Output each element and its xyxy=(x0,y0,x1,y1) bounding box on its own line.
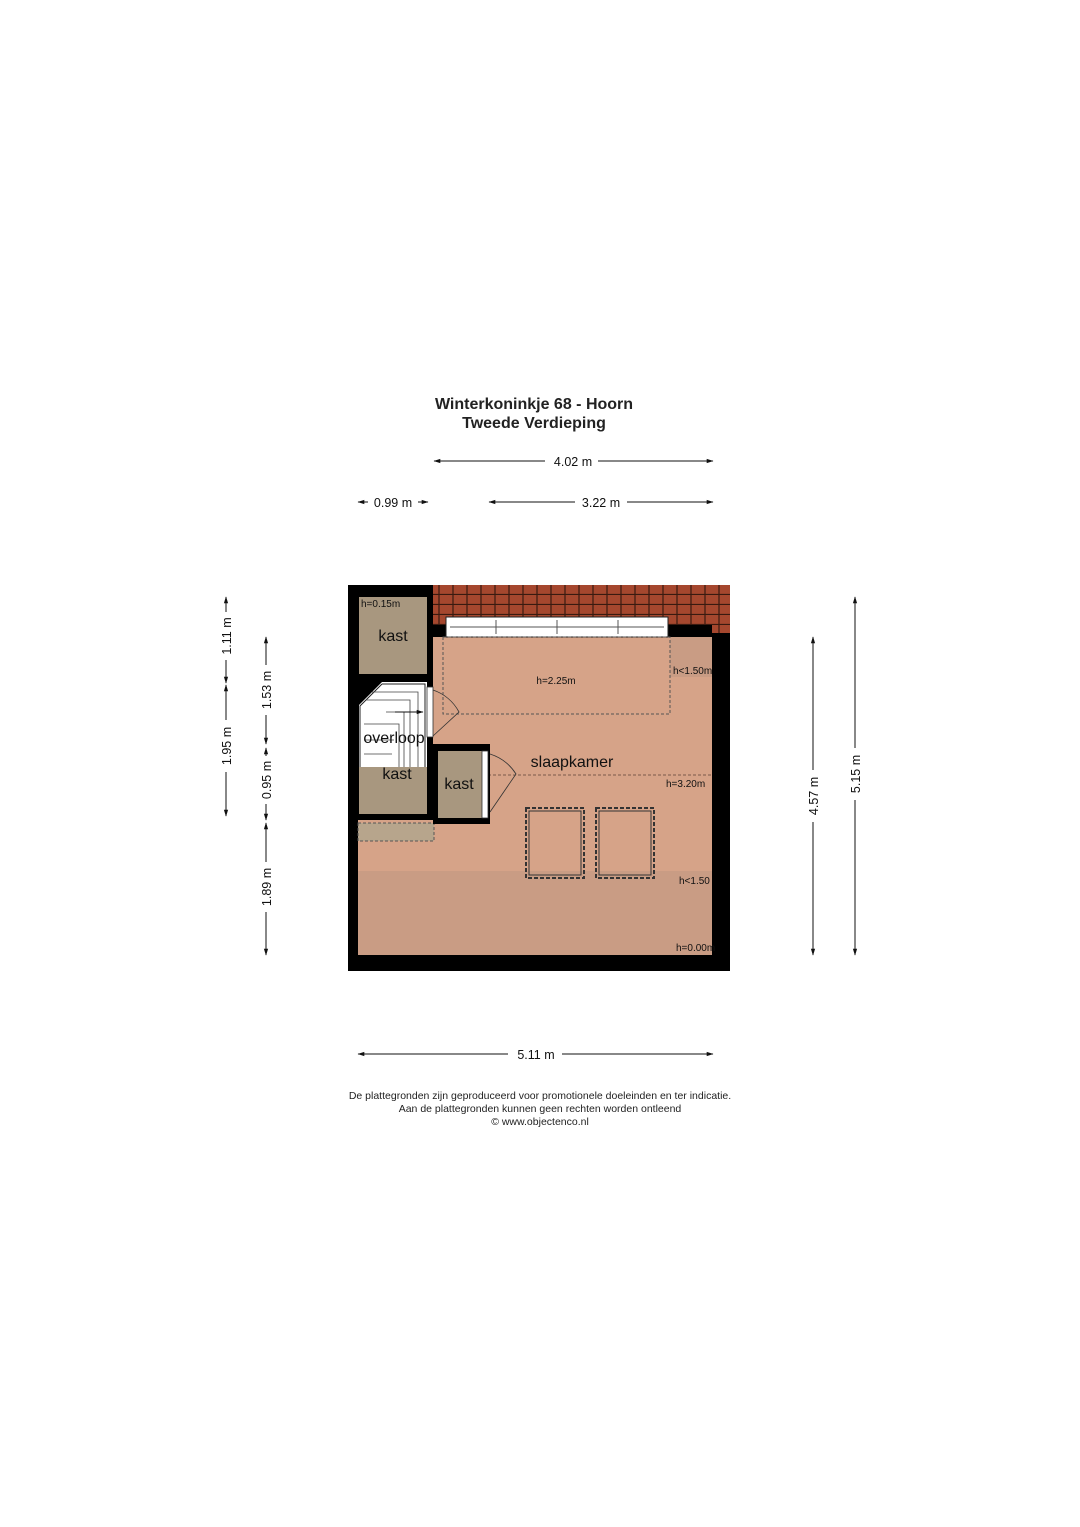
svg-text:4.57 m: 4.57 m xyxy=(807,776,821,816)
dimension-top-left xyxy=(358,496,428,510)
dimension-left-inner-bottom xyxy=(260,823,274,955)
low-ceiling-zone xyxy=(358,871,712,955)
right-wall xyxy=(712,633,730,971)
address-title: Winterkoninkje 68 - Hoorn xyxy=(434,396,634,413)
svg-text:1.95 m: 1.95 m xyxy=(220,726,234,766)
dimension-bottom xyxy=(358,1048,713,1062)
disclaimer-line-2: Aan de plattegronden kunnen geen rechten worden ontleend xyxy=(398,1103,682,1115)
svg-text:0.99 m: 0.99 m xyxy=(373,496,413,510)
kast-lower-label: kast xyxy=(382,766,412,783)
height-kast-label: h=0.15m xyxy=(361,599,401,610)
lower-storage xyxy=(358,823,434,841)
dimension-left-outer-top xyxy=(220,597,234,683)
slaapkamer-label: slaapkamer xyxy=(530,754,614,771)
kast-top-label: kast xyxy=(378,628,408,645)
height-dormer-label: h=2.25m xyxy=(536,676,576,687)
height-ridge-label: h=3.20m xyxy=(666,779,706,790)
copyright-link[interactable]: © www.objectenco.nl xyxy=(491,1116,589,1128)
disclaimer-line-1: De plattegronden zijn geproduceerd voor promotionele doeleinden en ter indicatie. xyxy=(348,1090,732,1102)
floor-title: Tweede Verdieping xyxy=(462,415,606,432)
svg-text:5.11 m: 5.11 m xyxy=(517,1048,555,1062)
dimension-top-total xyxy=(434,455,713,469)
bottom-wall xyxy=(348,955,730,971)
svg-text:3.22 m: 3.22 m xyxy=(581,496,621,510)
dimension-right-outer xyxy=(849,597,863,955)
dimension-left-outer-bottom xyxy=(220,685,234,816)
height-bottom-label: h=0.00m xyxy=(676,943,716,954)
svg-text:1.11 m: 1.11 m xyxy=(220,617,234,655)
kast-middle-label: kast xyxy=(444,776,474,793)
svg-text:1.53 m: 1.53 m xyxy=(260,670,274,710)
svg-text:0.95 m: 0.95 m xyxy=(260,760,274,800)
dimension-right-inner xyxy=(807,637,821,955)
svg-text:4.02 m: 4.02 m xyxy=(553,455,593,469)
svg-text:1.89 m: 1.89 m xyxy=(260,867,274,907)
svg-text:5.15 m: 5.15 m xyxy=(849,754,863,794)
overloop-label: overloop xyxy=(363,730,425,747)
dimension-left-inner-middle xyxy=(260,748,274,820)
dimension-left-inner-top xyxy=(260,637,274,744)
height-right-top-label: h<1.50m xyxy=(673,666,713,677)
dimension-top-right xyxy=(489,496,713,510)
height-right-low-label: h<1.50 xyxy=(679,876,710,887)
overloop-door xyxy=(427,687,433,737)
